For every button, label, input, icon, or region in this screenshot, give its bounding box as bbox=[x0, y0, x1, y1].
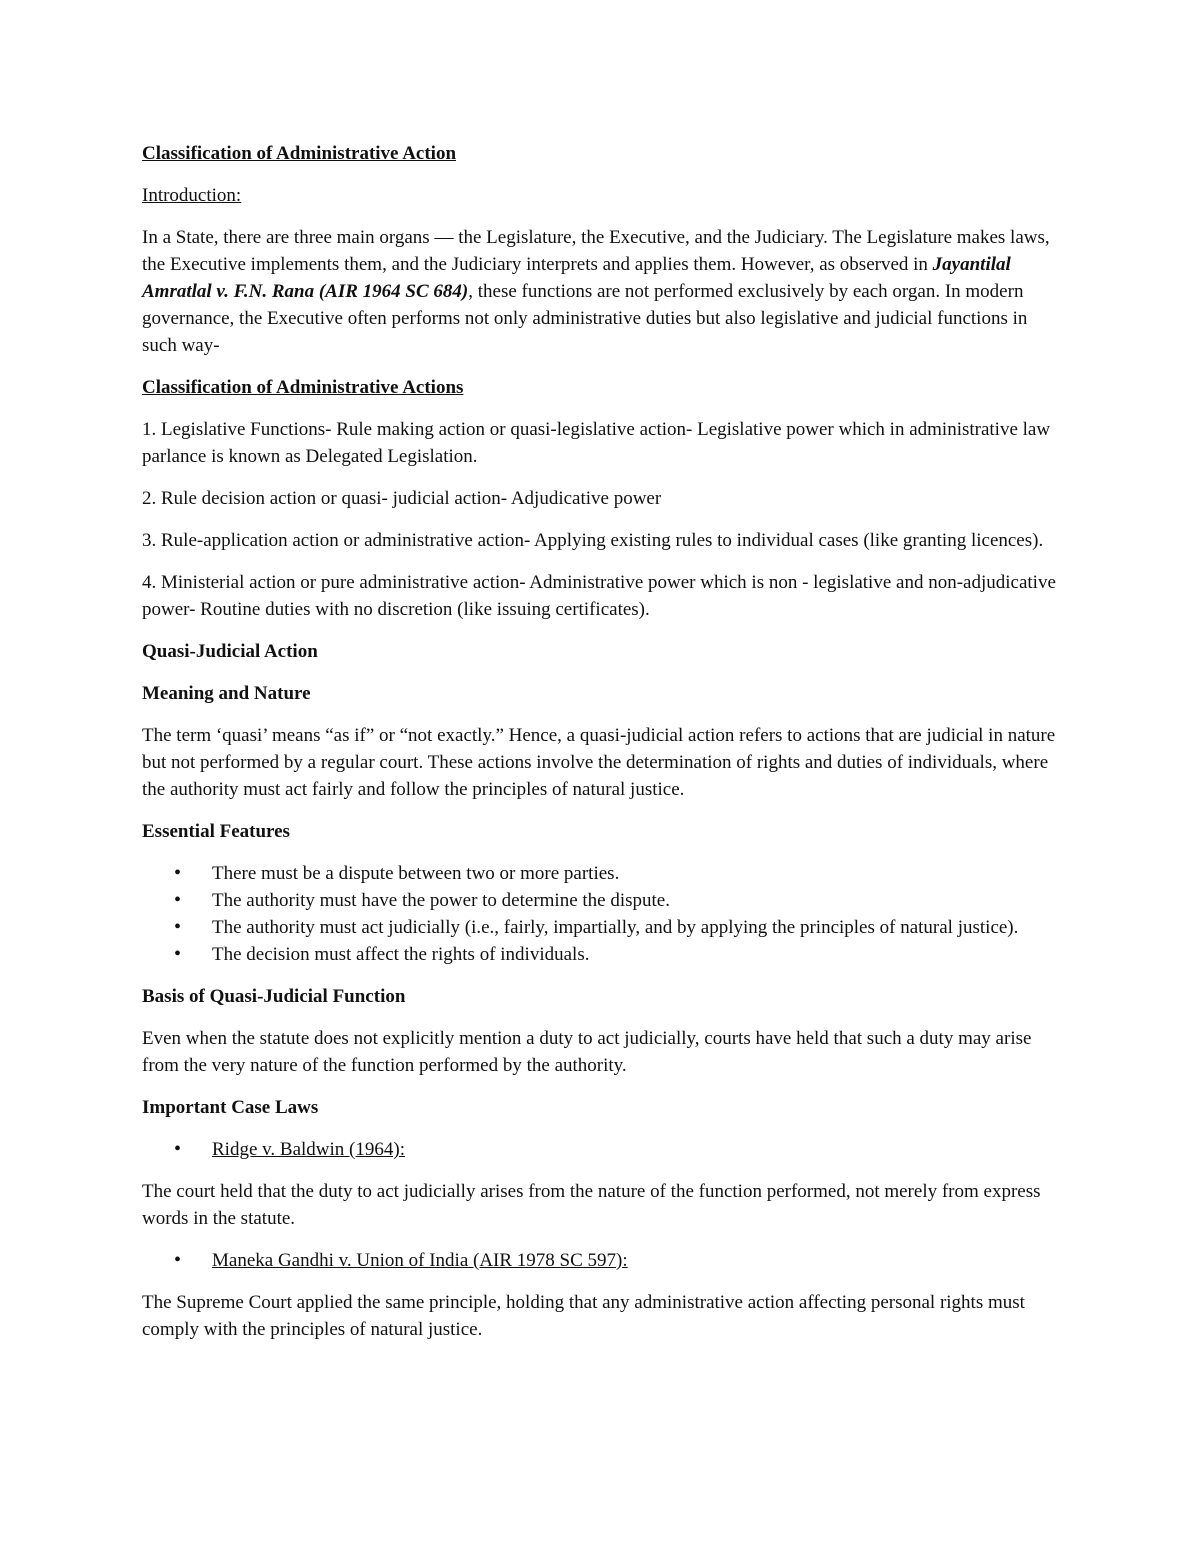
intro-label-text: Introduction: bbox=[142, 185, 242, 206]
case-laws-heading: Important Case Laws bbox=[142, 1097, 319, 1118]
list-item: • The authority must act judicially (i.e., fairly, impartially, and by applying the principles of natural justice). bbox=[142, 914, 1062, 941]
classification-item-4: 4. Ministerial action or pure administrative action- Administrative power which is non - legislative and non-adjudicative power- Routine duties with no discretion (like issuing certificates). bbox=[142, 572, 1056, 620]
document-title bbox=[142, 140, 1062, 167]
list-item bbox=[142, 1136, 1062, 1163]
case-ridge-baldwin: Ridge v. Baldwin (1964): bbox=[212, 1139, 405, 1160]
quasi-judicial-heading: Quasi-Judicial Action bbox=[142, 641, 318, 662]
intro-text-1: In a State, there are three main organs — the Legislature, the Executive, and the Judiciary. The Legislature makes laws, the Executive implements them, and the Judiciary interprets and applies them. However, as observed in bbox=[142, 227, 1050, 275]
classification-item-2: 2. Rule decision action or quasi- judicial action- Adjudicative power bbox=[142, 488, 662, 509]
classification-heading-text: Classification of Administrative Actions bbox=[142, 377, 464, 398]
title-text: Classification of Administrative Action bbox=[142, 143, 457, 164]
case1-paragraph: The court held that the duty to act judicially arises from the nature of the function performed, not merely from express words in the statute. bbox=[142, 1181, 1041, 1229]
document-page bbox=[142, 140, 1062, 1358]
features-list bbox=[142, 860, 1062, 968]
intro-paragraph bbox=[142, 224, 1062, 359]
classification-item-3: 3. Rule-application action or administrative action- Applying existing rules to individual cases (like granting licences). bbox=[142, 530, 1044, 551]
case-list-2 bbox=[142, 1247, 1062, 1274]
meaning-paragraph: The term ‘quasi’ means “as if” or “not exactly.” Hence, a quasi-judicial action refers to actions that are judicial in nature but not performed by a regular court. These actions involve the determination of rights and duties of individuals, where the authority must act fairly and follow the principles of natural justice. bbox=[142, 725, 1056, 800]
basis-paragraph: Even when the statute does not explicitly mention a duty to act judicially, courts have held that such a duty may arise from the very nature of the function performed by the authority. bbox=[142, 1028, 1032, 1076]
intro-text-2: , these functions are not performed exclusively by each organ. In modern governance, the Executive often performs not only administrative duties but also legislative and judicial functions in such way- bbox=[142, 281, 1028, 356]
list-item bbox=[142, 1247, 1062, 1274]
intro-label bbox=[142, 182, 1062, 209]
intro-case-citation: Jayantilal Amratlal v. F.N. Rana (AIR 1964 SC 684) bbox=[142, 254, 1011, 302]
case-maneka-gandhi: Maneka Gandhi v. Union of India (AIR 1978 SC 597): bbox=[212, 1250, 628, 1271]
classification-item-1: 1. Legislative Functions- Rule making action or quasi-legislative action- Legislative power which in administrative law parlance is known as Delegated Legislation. bbox=[142, 419, 1051, 467]
basis-heading: Basis of Quasi-Judicial Function bbox=[142, 986, 406, 1007]
meaning-heading: Meaning and Nature bbox=[142, 683, 311, 704]
classification-heading bbox=[142, 374, 1062, 401]
features-heading: Essential Features bbox=[142, 821, 290, 842]
list-item: • The authority must have the power to determine the dispute. bbox=[142, 887, 1062, 914]
list-item: • The decision must affect the rights of individuals. bbox=[142, 941, 1062, 968]
case2-paragraph: The Supreme Court applied the same principle, holding that any administrative action affecting personal rights must comply with the principles of natural justice. bbox=[142, 1292, 1025, 1340]
case-list-1 bbox=[142, 1136, 1062, 1163]
list-item: • There must be a dispute between two or more parties. bbox=[142, 860, 1062, 887]
